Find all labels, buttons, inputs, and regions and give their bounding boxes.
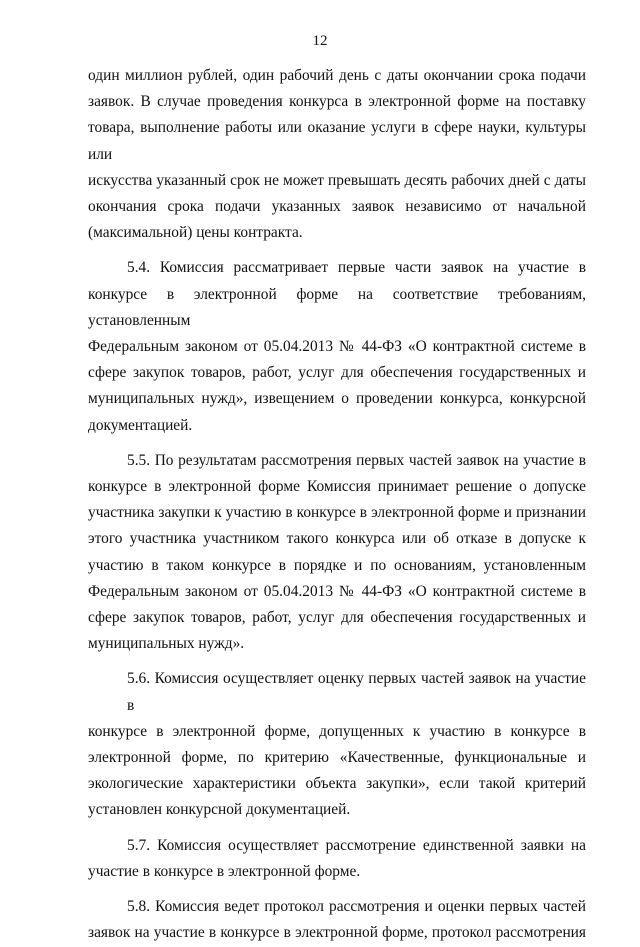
text-line: конкурсе в электронной форме на соответствие требованиям, установленным: [88, 285, 586, 329]
paragraph-5-5: [88, 448, 586, 658]
text-line: конкурсе в электронной форме, допущенных к участию в конкурсе в: [88, 722, 586, 740]
text-line: электронной форме, по критерию «Качественные, функциональные и: [88, 749, 586, 767]
text-line: искусства указанный срок не может превышать десять рабочих дней с даты: [88, 171, 586, 189]
text-line: 5.7. Комиссия осуществляет рассмотрение единственной заявки на: [127, 836, 586, 854]
paragraph-5-8: [88, 894, 586, 946]
document-body: [88, 63, 586, 947]
text-line: конкурсе в электронной форме Комиссия принимает решение о допуске: [88, 478, 586, 496]
paragraph-5-6: [88, 666, 586, 823]
text-line: установлен конкурсной документацией.: [88, 801, 351, 819]
text-line: Федеральным законом от 05.04.2013 № 44-ФЗ «О контрактной системе в: [88, 582, 586, 600]
text-line: участие в конкурсе в электронной форме.: [88, 862, 361, 880]
paragraph-5-7: [88, 833, 586, 885]
text-line: Федеральным законом от 05.04.2013 № 44-ФЗ «О контрактной системе в: [88, 338, 586, 356]
text-line: заявок. В случае проведения конкурса в электронной форме на поставку: [88, 93, 586, 111]
text-line: заявок на участие в конкурсе в электронной форме, протокол рассмотрения: [88, 924, 586, 942]
page-number: 12: [312, 33, 328, 49]
text-line: товара, выполнение работы или оказание услуги в сфере науки, культуры или: [88, 119, 586, 163]
text-line: окончания срока подачи указанных заявок независимо от начальной: [88, 198, 586, 216]
paragraph-continuation: [88, 63, 586, 246]
text-line: муниципальных нужд», извещением о проведении конкурса, конкурсной: [88, 390, 586, 408]
text-line: сфере закупок товаров, работ, услуг для обеспечения государственных и: [88, 609, 586, 627]
text-line: документацией.: [88, 416, 193, 434]
text-line: 5.6. Комиссия осуществляет оценку первых частей заявок на участие в: [127, 670, 586, 714]
text-line: 5.5. По результатам рассмотрения первых частей заявок на участие в: [127, 451, 586, 469]
text-line: экологические характеристики объекта закупки», если такой критерий: [88, 775, 586, 793]
text-line: 5.8. Комиссия ведет протокол рассмотрения и оценки первых частей: [127, 898, 586, 916]
text-line: муниципальных нужд».: [88, 635, 245, 653]
text-line: (максимальной) цены контракта.: [88, 224, 303, 242]
text-line: участию в таком конкурсе в порядке и по основаниям, установленным: [88, 556, 586, 574]
text-line: участника закупки к участию в конкурсе в электронной форме и признании: [88, 504, 586, 522]
paragraph-5-4: [88, 255, 586, 438]
text-line: этого участника участником такого конкурса или об отказе в допуске к: [88, 530, 586, 548]
text-line: один миллион рублей, один рабочий день с даты окончании срока подачи: [88, 67, 586, 84]
text-line: 5.4. Комиссия рассматривает первые части заявок на участие в: [127, 259, 586, 277]
text-line: сфере закупок товаров, работ, услуг для обеспечения государственных и: [88, 364, 586, 382]
